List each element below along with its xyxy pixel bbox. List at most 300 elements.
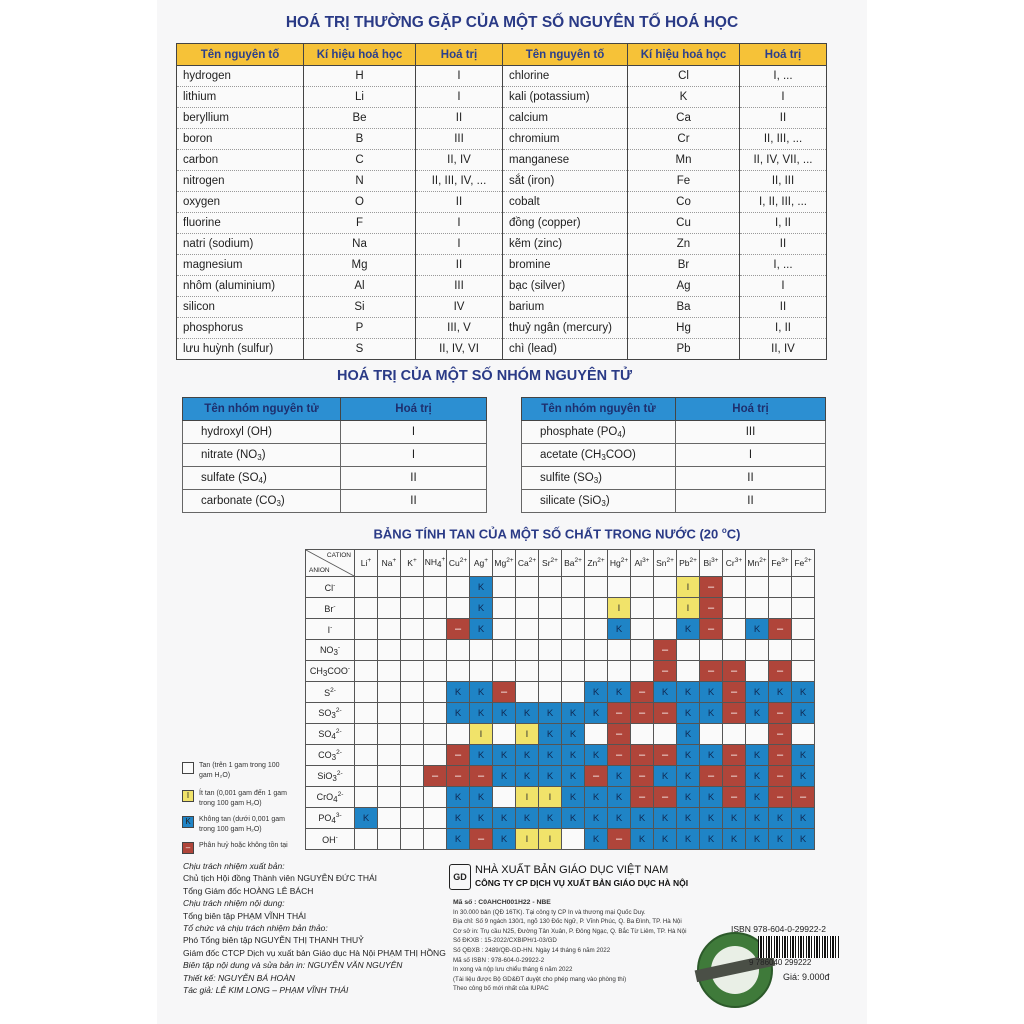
table-cell: II — [740, 234, 827, 255]
anion-header: SiO$_3^{2-}$ — [306, 766, 355, 787]
table-cell: hydrogen — [177, 66, 304, 87]
table-cell: F — [304, 213, 416, 234]
solubility-cell — [424, 745, 447, 766]
solubility-cell — [539, 598, 562, 619]
solubility-cell — [516, 640, 539, 661]
solubility-cell: K — [470, 745, 493, 766]
table-cell: I, II — [740, 213, 827, 234]
solubility-cell: – — [608, 829, 631, 850]
solubility-cell — [424, 724, 447, 745]
solubility-cell — [585, 640, 608, 661]
table-cell: Cl — [628, 66, 740, 87]
anion-header: $CO_3^{2-}$ — [306, 745, 355, 766]
solubility-cell — [355, 598, 378, 619]
cation-header: $Sr^{2+}$ — [539, 550, 562, 577]
solubility-cell: K — [447, 703, 470, 724]
solubility-cell — [608, 661, 631, 682]
solubility-cell — [746, 598, 769, 619]
solubility-cell: K — [470, 619, 493, 640]
credit-line: Tác giả: LÊ KIM LONG – PHẠM VĨNH THÁI — [183, 985, 349, 996]
solubility-cell: K — [562, 724, 585, 745]
table-row — [522, 444, 826, 467]
solubility-cell — [401, 682, 424, 703]
solubility-cell — [493, 598, 516, 619]
solubility-cell — [631, 619, 654, 640]
solubility-cell — [654, 577, 677, 598]
solubility-cell — [562, 598, 585, 619]
solubility-cell — [585, 577, 608, 598]
credit-line: Giám đốc CTCP Dịch vụ xuất bản Giáo dục Hà Nội PHẠM THỊ HỒNG — [183, 947, 446, 958]
table-cell: nitrogen — [177, 171, 304, 192]
solubility-cell — [516, 661, 539, 682]
cation-header: $Pb^{2+}$ — [677, 550, 700, 577]
table-cell: silicon — [177, 297, 304, 318]
solubility-cell: – — [654, 661, 677, 682]
table-cell: II, III, ... — [740, 129, 827, 150]
solubility-cell — [378, 724, 401, 745]
solubility-cell: K — [539, 703, 562, 724]
grid-row — [306, 682, 815, 703]
solubility-cell — [654, 598, 677, 619]
table-cell: I — [416, 87, 503, 108]
solubility-cell — [539, 640, 562, 661]
solubility-cell: K — [677, 829, 700, 850]
solubility-cell — [447, 640, 470, 661]
solubility-cell: K — [539, 766, 562, 787]
column-header: Kí hiệu hoá học — [304, 44, 416, 66]
table-cell: I — [416, 213, 503, 234]
grid-row — [306, 787, 815, 808]
table-cell: chì (lead) — [503, 339, 628, 360]
solubility-cell: K — [608, 808, 631, 829]
table-row — [183, 490, 487, 513]
solubility-cell: – — [723, 745, 746, 766]
legend-text: Ít tan (0,001 gam đến 1 gam trong 100 gam H₂O) — [199, 790, 287, 807]
solubility-cell — [631, 598, 654, 619]
solubility-cell: I — [516, 724, 539, 745]
solubility-cell — [677, 640, 700, 661]
table-cell: II — [740, 297, 827, 318]
solubility-cell: – — [769, 661, 792, 682]
table-row — [177, 87, 827, 108]
solubility-cell: K — [447, 787, 470, 808]
group-name: sulfate $(SO_4)$ — [183, 467, 341, 490]
anion-header: Br- — [306, 598, 355, 619]
solubility-cell: K — [677, 619, 700, 640]
solubility-cell — [378, 640, 401, 661]
table-cell: Be — [304, 108, 416, 129]
cation-header: Na+ — [378, 550, 401, 577]
column-header: Tên nhóm nguyên tử — [522, 398, 676, 421]
solubility-cell: – — [700, 577, 723, 598]
imprint-line: In 30.000 bản (QĐ 16TK). Tại công ty CP In và thương mại Quốc Duy. — [453, 908, 646, 916]
solubility-cell — [447, 661, 470, 682]
solubility-cell — [378, 598, 401, 619]
imprint-line: Số ĐKXB : 15-2022/CXBIPH/1-03/GD — [453, 937, 557, 945]
table-cell: II, IV, VII, ... — [740, 150, 827, 171]
solubility-cell: K — [631, 808, 654, 829]
solubility-cell — [539, 577, 562, 598]
solubility-cell: K — [355, 808, 378, 829]
solubility-cell — [355, 787, 378, 808]
solubility-cell — [401, 745, 424, 766]
solubility-cell: K — [608, 787, 631, 808]
table-cell: C — [304, 150, 416, 171]
solubility-cell: K — [792, 766, 815, 787]
solubility-cell: K — [516, 808, 539, 829]
table-cell: chlorine — [503, 66, 628, 87]
solubility-cell — [355, 661, 378, 682]
table-row — [183, 467, 487, 490]
solubility-cell — [792, 619, 815, 640]
group-name: silicate (SiO$_3$) — [522, 490, 676, 513]
group-name: phosphate $(PO_4)$ — [522, 421, 676, 444]
solubility-cell — [516, 598, 539, 619]
table-cell: Ag — [628, 276, 740, 297]
table-cell: Br — [628, 255, 740, 276]
group-valence: I — [341, 444, 487, 467]
cation-header: $Cu^{2+}$ — [447, 550, 470, 577]
solubility-cell: K — [493, 808, 516, 829]
solubility-cell: K — [562, 703, 585, 724]
solubility-cell — [677, 661, 700, 682]
credit-line: Chủ tịch Hội đồng Thành viên NGUYỄN ĐỨC THÁI — [183, 873, 378, 884]
table-cell: Al — [304, 276, 416, 297]
table-cell: Mg — [304, 255, 416, 276]
solubility-cell: K — [470, 682, 493, 703]
solubility-cell: – — [608, 724, 631, 745]
solubility-cell — [792, 577, 815, 598]
table-cell: Si — [304, 297, 416, 318]
publisher-subname: CÔNG TY CP DỊCH VỤ XUẤT BẢN GIÁO DỤC HÀ NỘI — [475, 878, 689, 888]
anion-header: $CH_3COO^-$ — [306, 661, 355, 682]
solubility-cell: K — [746, 745, 769, 766]
grid-row — [306, 640, 815, 661]
column-header: Hoá trị — [676, 398, 826, 421]
group-valence: I — [676, 444, 826, 467]
group-valence: II — [676, 490, 826, 513]
table-cell: bạc (silver) — [503, 276, 628, 297]
cation-header: $NH_4^+$ — [424, 550, 447, 577]
table-row — [183, 421, 487, 444]
solubility-cell: K — [792, 682, 815, 703]
column-header: Kí hiệu hoá học — [628, 44, 740, 66]
solubility-cell — [585, 724, 608, 745]
solubility-cell — [447, 724, 470, 745]
credit-line: Biên tập nội dung và sửa bản in: NGUYỄN VĂN NGUYÊN — [183, 960, 403, 971]
anion-header: $PO_4^{3-}$ — [306, 808, 355, 829]
solubility-cell — [516, 577, 539, 598]
table-cell: Mn — [628, 150, 740, 171]
table-cell: sắt (iron) — [503, 171, 628, 192]
table-row — [522, 467, 826, 490]
table-row — [177, 339, 827, 360]
solubility-cell — [562, 682, 585, 703]
table-cell: Li — [304, 87, 416, 108]
solubility-cell — [378, 661, 401, 682]
solubility-cell: – — [493, 682, 516, 703]
legend-swatch: K — [182, 816, 194, 828]
table-cell: II, IV — [416, 150, 503, 171]
solubility-cell: – — [447, 745, 470, 766]
cation-header: $Bi^{3+}$ — [700, 550, 723, 577]
solubility-cell: K — [746, 619, 769, 640]
cation-header: Li+ — [355, 550, 378, 577]
solubility-cell: K — [470, 808, 493, 829]
solubility-cell: K — [677, 703, 700, 724]
solubility-cell: K — [746, 787, 769, 808]
solubility-cell: K — [493, 829, 516, 850]
legend-swatch: I — [182, 790, 194, 802]
solubility-cell: – — [654, 787, 677, 808]
solubility-cell: I — [516, 787, 539, 808]
solubility-cell: I — [608, 598, 631, 619]
solubility-cell: K — [746, 703, 769, 724]
solubility-cell: K — [677, 766, 700, 787]
table-cell: thuỷ ngân (mercury) — [503, 318, 628, 339]
table-cell: Hg — [628, 318, 740, 339]
solubility-cell — [562, 577, 585, 598]
solubility-cell — [562, 619, 585, 640]
group-valence: II — [676, 467, 826, 490]
anion-header: CrO$_4^{2-}$ — [306, 787, 355, 808]
table-cell: N — [304, 171, 416, 192]
solubility-cell: K — [631, 829, 654, 850]
solubility-cell: K — [539, 808, 562, 829]
table-cell: S — [304, 339, 416, 360]
solubility-cell: – — [723, 682, 746, 703]
cation-header: $Al^{3+}$ — [631, 550, 654, 577]
table-cell: fluorine — [177, 213, 304, 234]
solubility-cell: K — [470, 577, 493, 598]
anion-header: $NO_3^-$ — [306, 640, 355, 661]
solubility-cell — [378, 808, 401, 829]
corner-cation: CATION — [326, 552, 351, 559]
solubility-cell — [378, 745, 401, 766]
table-cell: manganese — [503, 150, 628, 171]
solubility-cell: K — [585, 808, 608, 829]
solubility-cell: – — [723, 766, 746, 787]
table-cell: II — [740, 108, 827, 129]
group-table-right — [521, 397, 826, 513]
solubility-cell — [792, 640, 815, 661]
grid-row — [306, 808, 815, 829]
grid-row — [306, 745, 815, 766]
table-cell: Co — [628, 192, 740, 213]
solubility-cell — [401, 808, 424, 829]
table-row — [177, 192, 827, 213]
publisher-name: NHÀ XUẤT BẢN GIÁO DỤC VIỆT NAM — [475, 864, 669, 876]
solubility-cell — [585, 619, 608, 640]
solubility-cell — [585, 661, 608, 682]
table-cell: II, III, IV, ... — [416, 171, 503, 192]
table-row — [177, 66, 827, 87]
column-header: Tên nguyên tố — [503, 44, 628, 66]
table-cell: lưu huỳnh (sulfur) — [177, 339, 304, 360]
solubility-cell: – — [769, 619, 792, 640]
solubility-cell: K — [470, 787, 493, 808]
solubility-cell: K — [792, 703, 815, 724]
solubility-cell: I — [677, 598, 700, 619]
solubility-cell — [493, 619, 516, 640]
table-cell: nhôm (aluminium) — [177, 276, 304, 297]
table-cell: magnesium — [177, 255, 304, 276]
solubility-cell — [562, 640, 585, 661]
table-cell: chromium — [503, 129, 628, 150]
solubility-cell: – — [700, 766, 723, 787]
group-name: carbonate $(CO_3)$ — [183, 490, 341, 513]
solubility-cell: – — [769, 745, 792, 766]
imprint-line: (Tài liệu được Bộ GD&ĐT duyệt cho phép mang vào phòng thi) — [453, 975, 627, 983]
table-cell: I — [740, 87, 827, 108]
solubility-cell — [355, 724, 378, 745]
solubility-cell — [355, 703, 378, 724]
anion-header: Cl- — [306, 577, 355, 598]
solubility-cell — [424, 640, 447, 661]
solubility-cell: K — [746, 808, 769, 829]
group-valence: I — [341, 421, 487, 444]
solubility-cell — [378, 787, 401, 808]
solubility-cell — [792, 724, 815, 745]
solubility-cell: – — [424, 766, 447, 787]
legend-swatch — [182, 762, 194, 774]
imprint-line: Theo công bố mới nhất của IUPAC — [453, 985, 549, 993]
solubility-cell — [746, 577, 769, 598]
solubility-cell: K — [677, 787, 700, 808]
solubility-cell: K — [539, 724, 562, 745]
table-cell: I, ... — [740, 66, 827, 87]
solubility-cell — [746, 661, 769, 682]
solubility-cell — [631, 577, 654, 598]
solubility-cell — [700, 640, 723, 661]
solubility-cell — [746, 640, 769, 661]
table-cell: bromine — [503, 255, 628, 276]
barcode — [758, 936, 840, 958]
table-cell: P — [304, 318, 416, 339]
legend-swatch: – — [182, 842, 194, 854]
table-cell: phosphorus — [177, 318, 304, 339]
solubility-cell: K — [585, 682, 608, 703]
solubility-cell: K — [792, 745, 815, 766]
solubility-cell: K — [585, 829, 608, 850]
credit-line: Tổng Giám đốc HOÀNG LÊ BÁCH — [183, 885, 314, 896]
solubility-cell: K — [677, 808, 700, 829]
table-cell: calcium — [503, 108, 628, 129]
solubility-cell: – — [654, 640, 677, 661]
table-cell: Ba — [628, 297, 740, 318]
solubility-cell: K — [677, 724, 700, 745]
solubility-cell: K — [792, 808, 815, 829]
table-cell: lithium — [177, 87, 304, 108]
solubility-cell: I — [677, 577, 700, 598]
column-header: Tên nguyên tố — [177, 44, 304, 66]
solubility-cell: – — [769, 766, 792, 787]
solubility-cell — [470, 640, 493, 661]
solubility-cell: K — [700, 745, 723, 766]
imprint-line: Mã số : C0AHCH001H22 - NBE — [453, 899, 551, 906]
solubility-cell — [723, 598, 746, 619]
valence-table — [176, 43, 827, 360]
group-name: sulfite $(SO_3)$ — [522, 467, 676, 490]
credit-line: Chịu trách nhiệm xuất bản: — [183, 861, 285, 871]
solubility-cell: K — [585, 745, 608, 766]
table-cell: Zn — [628, 234, 740, 255]
solubility-cell: K — [493, 745, 516, 766]
table-row — [177, 108, 827, 129]
solubility-cell: I — [539, 787, 562, 808]
table-cell: oxygen — [177, 192, 304, 213]
solubility-cell — [401, 661, 424, 682]
solubility-cell — [355, 829, 378, 850]
table-cell: K — [628, 87, 740, 108]
column-header: Hoá trị — [740, 44, 827, 66]
solubility-cell — [700, 724, 723, 745]
solubility-cell: – — [769, 724, 792, 745]
solubility-cell — [378, 766, 401, 787]
solubility-cell: – — [631, 787, 654, 808]
table-cell: I, ... — [740, 255, 827, 276]
solubility-cell: K — [608, 619, 631, 640]
table-row — [522, 421, 826, 444]
solubility-cell: K — [608, 766, 631, 787]
solubility-cell: – — [700, 598, 723, 619]
solubility-cell — [401, 724, 424, 745]
solubility-cell: K — [608, 682, 631, 703]
group-name: nitrate $(NO_3)$ — [183, 444, 341, 467]
legend-text: Tan (trên 1 gam trong 100 gam H₂O) — [199, 762, 280, 779]
imprint-line: Số QĐXB : 2489/QĐ-GD-HN. Ngày 14 tháng 6 năm 2022 — [453, 946, 611, 954]
solubility-cell: K — [769, 808, 792, 829]
solubility-cell: K — [516, 766, 539, 787]
column-header: Hoá trị — [341, 398, 487, 421]
solubility-cell — [723, 724, 746, 745]
credits-block — [183, 860, 446, 996]
solubility-cell: – — [654, 745, 677, 766]
imprint-line: Cơ sở in: Trụ cầu N25, Đường Tân Xuân, P. Đông Ngạc, Q. Bắc Từ Liêm, TP. Hà Nội — [453, 927, 687, 935]
table-row — [177, 234, 827, 255]
solubility-cell: K — [654, 829, 677, 850]
solubility-cell — [493, 724, 516, 745]
solubility-cell: K — [700, 829, 723, 850]
solubility-cell: – — [700, 661, 723, 682]
solubility-cell — [723, 640, 746, 661]
table-cell: III — [416, 129, 503, 150]
solubility-cell — [401, 829, 424, 850]
solubility-cell: K — [470, 598, 493, 619]
solubility-cell: K — [792, 829, 815, 850]
solubility-cell — [424, 808, 447, 829]
table-cell: I — [416, 234, 503, 255]
table-cell: I, II — [740, 318, 827, 339]
isbn-label: ISBN 978-604-0-29922-2 — [731, 924, 826, 934]
cation-header: $Cr^{3+}$ — [723, 550, 746, 577]
table-cell: Pb — [628, 339, 740, 360]
cation-header: $Ba^{2+}$ — [562, 550, 585, 577]
table-row — [177, 171, 827, 192]
grid-row — [306, 661, 815, 682]
solubility-cell — [401, 766, 424, 787]
barcode-digits: 9 786040 299222 — [749, 958, 812, 967]
solubility-cell — [631, 640, 654, 661]
credit-line: Phó Tổng biên tập NGUYỄN THỊ THANH THUỶ — [183, 935, 364, 946]
solubility-cell — [355, 682, 378, 703]
solubility-cell: K — [746, 829, 769, 850]
solubility-cell — [746, 724, 769, 745]
table-cell: II — [416, 192, 503, 213]
solubility-cell — [654, 724, 677, 745]
solubility-cell: – — [470, 829, 493, 850]
solubility-cell — [654, 619, 677, 640]
